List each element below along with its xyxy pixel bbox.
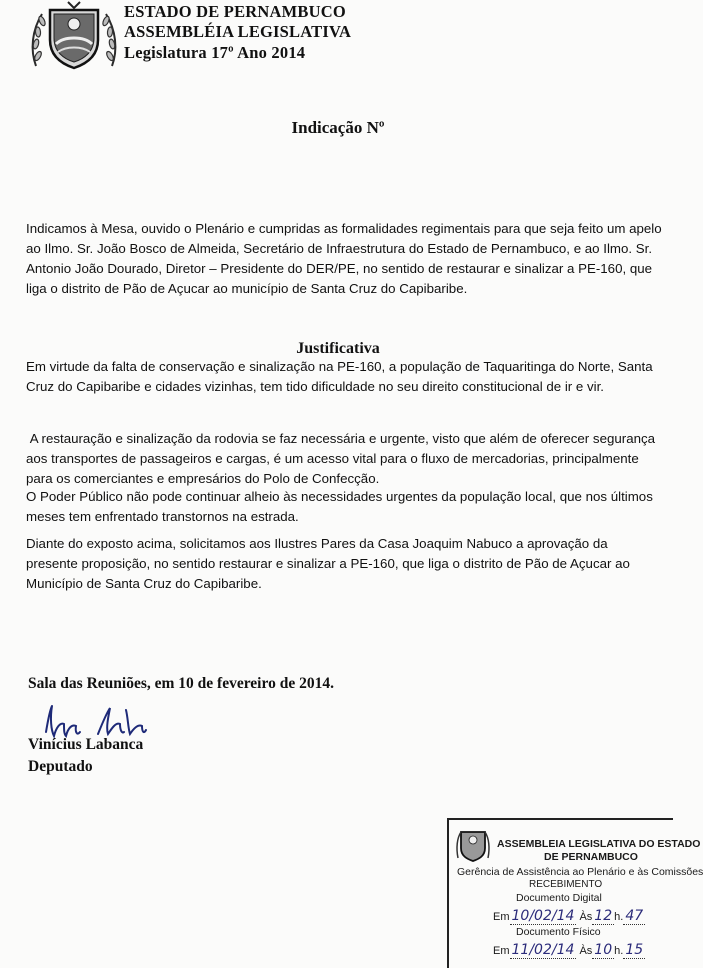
assembly-seal-icon bbox=[455, 828, 491, 862]
stamp-digital-date: 10/02/14 bbox=[511, 908, 575, 924]
closing-place-date: Sala das Reuniões, em 10 de fevereiro de 2014. bbox=[28, 675, 334, 692]
justification-paragraph-2: A restauração e sinalização da rodovia se faz necessária e urgente, visto que além de oferecer segurança aos transportes de passageiros e cargas, é um acesso vital para o fluxo de mercadorias, principalmente para os comerciantes e empresários do Polo de Confecção. bbox=[26, 431, 659, 486]
stamp-fisico-row bbox=[493, 942, 645, 959]
signer-role: Deputado bbox=[28, 758, 93, 775]
stamp-as-label: Às bbox=[579, 945, 593, 957]
header-legislature: Legislatura 17º Ano 2014 bbox=[124, 43, 306, 62]
stamp-line-3: Gerência de Assistência ao Plenário e às Comissões bbox=[457, 866, 703, 878]
stamp-em-label: Em bbox=[493, 945, 510, 957]
stamp-h-label: h. bbox=[614, 945, 624, 957]
signer-name: Vinícius Labanca bbox=[28, 736, 144, 753]
indication-paragraph: Indicamos à Mesa, ouvido o Plenário e cumpridas as formalidades regimentais para que seja feito um apelo ao Ilmo. Sr. João Bosco de Almeida, Secretário de Infraestrutura do Estado de Pernambuco, e ao Ilmo. Sr. Antonio João Dourado, Diretor – Presidente do DER/PE, no sentido de restaurar e sinalizar a PE-160, que liga o distrito de Pão de Açucar ao município de Santa Cruz do Capibaribe. bbox=[26, 221, 662, 296]
stamp-em-label: Em bbox=[493, 911, 510, 923]
stamp-digital-minute: 47 bbox=[625, 908, 644, 924]
document-title: Indicação Nº bbox=[291, 118, 385, 137]
stamp-fisico-label: Documento Físico bbox=[516, 926, 601, 938]
stamp-digital-row bbox=[493, 908, 645, 925]
stamp-h-label: h. bbox=[614, 911, 624, 923]
stamp-fisico-minute: 15 bbox=[625, 942, 644, 958]
pernambuco-coat-of-arms-logo bbox=[28, 0, 120, 72]
receipt-stamp bbox=[447, 818, 703, 968]
justification-paragraph-1: Em virtude da falta de conservação e sinalização na PE-160, a população de Taquaritinga do Norte, Santa Cruz do Capibaribe e cidades vizinhas, tem tido dificuldade no seu direito constitucional de ir e vir. bbox=[26, 359, 653, 394]
stamp-line-1: ASSEMBLEIA LEGISLATIVA DO ESTADO bbox=[497, 838, 701, 850]
header-assembly-name: ASSEMBLÉIA LEGISLATIVA bbox=[124, 22, 352, 41]
justification-paragraph-3: O Poder Público não pode continuar alheio às necessidades urgentes da população local, que nos últimos meses tem enfrentado transtornos na estrada. bbox=[26, 489, 653, 524]
stamp-digital-hour: 12 bbox=[594, 908, 613, 924]
stamp-line-2: DE PERNAMBUCO bbox=[544, 851, 638, 863]
header-state-name: ESTADO DE PERNAMBUCO bbox=[124, 2, 346, 21]
stamp-fisico-date: 11/02/14 bbox=[511, 942, 575, 958]
stamp-as-label: Às bbox=[579, 911, 593, 923]
justification-paragraph-4: Diante do exposto acima, solicitamos aos Ilustres Pares da Casa Joaquim Nabuco a aprovação da presente proposição, no sentido restaurar e sinalizar a PE-160, que liga o distrito de Pão de Açucar ao Município de Santa Cruz do Capibaribe. bbox=[26, 536, 630, 591]
justification-heading: Justificativa bbox=[296, 340, 380, 357]
stamp-fisico-hour: 10 bbox=[594, 942, 613, 958]
stamp-line-4: RECEBIMENTO bbox=[529, 879, 603, 890]
stamp-digital-label: Documento Digital bbox=[516, 892, 602, 904]
